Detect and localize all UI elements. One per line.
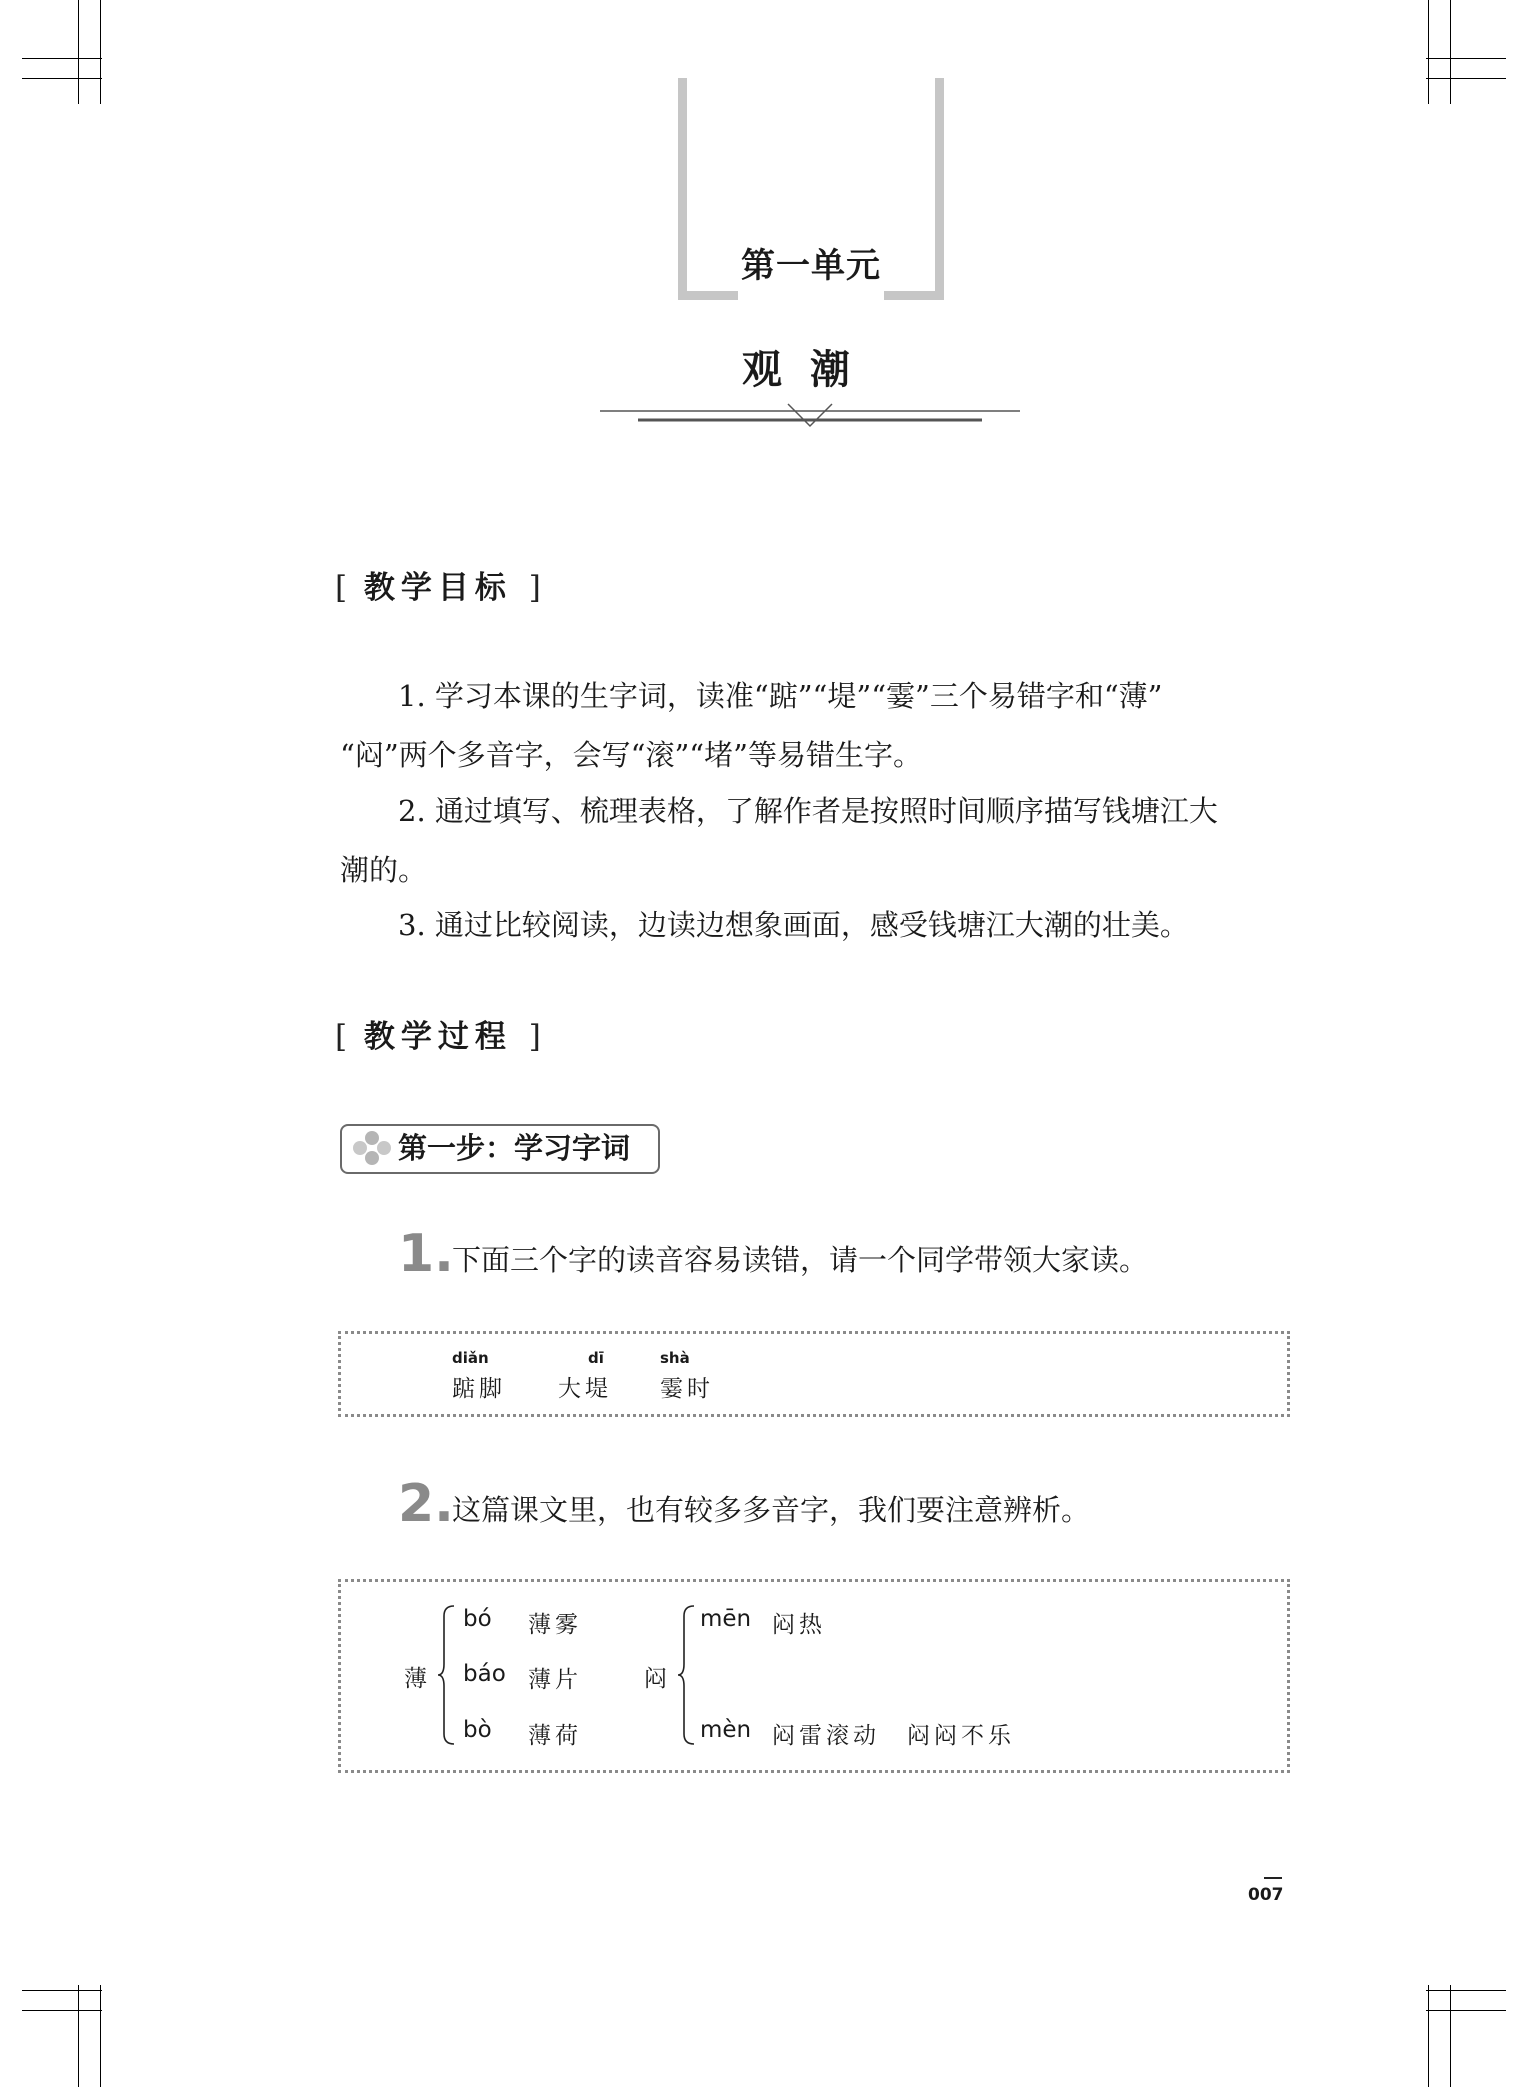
brace-bo bbox=[436, 1604, 458, 1746]
clover-icon bbox=[352, 1130, 392, 1166]
word-bohe: 薄荷 bbox=[528, 1723, 582, 1749]
char-men: 闷 bbox=[644, 1666, 671, 1692]
objective-1: 1. 学习本课的生字词，读准“踮”“堤”“霎”三个易错字和“薄” “闷”两个多音字，会写“滚”“堵”等易错生字。 bbox=[340, 679, 1163, 772]
objective-3: 3. 通过比较阅读，边读边想象画面，感受钱塘江大潮的壮美。 bbox=[398, 908, 1189, 942]
question-2-text: 这篇课文里，也有较多多音字，我们要注意辨析。 bbox=[452, 1493, 1091, 1527]
lesson-title: 观潮 bbox=[742, 347, 878, 393]
pinyin-bao: báo bbox=[463, 1661, 506, 1687]
brace-men bbox=[676, 1604, 698, 1746]
word-dadi: 大堤 bbox=[558, 1376, 612, 1402]
title-divider bbox=[598, 400, 1022, 430]
word-bowu: 薄雾 bbox=[528, 1612, 582, 1638]
page-number-rule bbox=[1264, 1877, 1282, 1879]
pinyin-sha: shà bbox=[660, 1349, 690, 1367]
word-baopian: 薄片 bbox=[528, 1667, 582, 1693]
pinyin-men1: mēn bbox=[700, 1606, 752, 1632]
word-dianjiao: 踮脚 bbox=[452, 1376, 506, 1402]
objectives-heading: [ 教学目标 ] bbox=[335, 570, 541, 606]
process-heading: [ 教学过程 ] bbox=[335, 1019, 541, 1055]
step-label: 第一步：学习字词 bbox=[398, 1131, 631, 1165]
pinyin-bo: bó bbox=[463, 1606, 492, 1632]
pinyin-dian: diǎn bbox=[452, 1349, 489, 1367]
pinyin-di: dī bbox=[588, 1349, 604, 1367]
question-1-text: 下面三个字的读音容易读错，请一个同学带领大家读。 bbox=[452, 1243, 1149, 1277]
objective-2: 2. 通过填写、梳理表格，了解作者是按照时间顺序描写钱塘江大 潮的。 bbox=[340, 794, 1218, 887]
word-shashi: 霎时 bbox=[660, 1376, 714, 1402]
question-1-number: 1. bbox=[398, 1224, 454, 1284]
word-menlei: 闷雷滚动 闷闷不乐 bbox=[772, 1723, 1015, 1749]
word-menre: 闷热 bbox=[772, 1612, 826, 1638]
page-number: 007 bbox=[1248, 1885, 1284, 1905]
unit-title: 第一单元 bbox=[741, 246, 881, 286]
char-bo: 薄 bbox=[404, 1666, 431, 1692]
question-2-number: 2. bbox=[398, 1474, 454, 1534]
pinyin-men4: mèn bbox=[700, 1717, 752, 1743]
pinyin-bo4: bò bbox=[463, 1717, 492, 1743]
